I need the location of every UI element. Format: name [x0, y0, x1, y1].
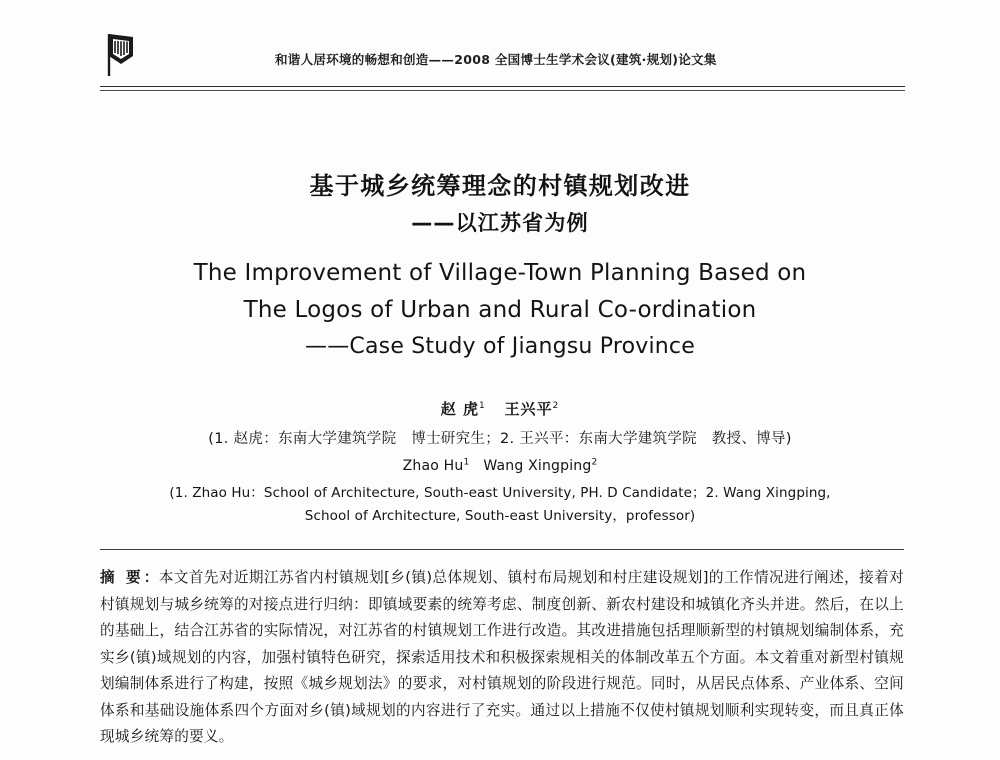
author-en-1: Zhao Hu — [402, 457, 464, 474]
author-en-2-sup: 2 — [591, 457, 598, 468]
title-en-line-2: The Logos of Urban and Rural Co-ordination — [243, 297, 757, 324]
title-en-line-1: The Improvement of Village-Town Planning Based on — [193, 259, 807, 286]
title-block — [80, 168, 920, 365]
abstract-block — [100, 565, 904, 751]
abstract-divider — [100, 549, 904, 550]
flag-logo-icon — [106, 34, 136, 76]
author-cn-1-sup: 1 — [479, 401, 486, 411]
page-title-en — [80, 255, 920, 365]
title-en-line-3: ——Case Study of Jiangsu Province — [305, 334, 695, 360]
author-cn-1: 赵 虎 — [440, 400, 480, 418]
running-header-text: 和谐人居环境的畅想和创造——2008 全国博士生学术会议(建筑·规划)论文集 — [275, 52, 717, 67]
affiliation-cn: (1. 赵虎：东南大学建筑学院 博士研究生；2. 王兴平：东南大学建筑学院 教授、博导) — [208, 430, 792, 447]
header-divider-thick — [100, 86, 905, 87]
authors-en — [70, 456, 930, 477]
affiliation-en-line-2: School of Architecture, South-east University，professor) — [304, 508, 696, 525]
page-subtitle-cn: ——以江苏省为例 — [411, 211, 589, 236]
authors-cn — [70, 398, 930, 421]
header-divider-thin — [100, 90, 905, 91]
author-cn-2-sup: 2 — [552, 401, 560, 411]
abstract-content: 本文首先对近期江苏省内村镇规划[乡(镇)总体规划、镇村布局规划和村庄建设规划]的工作情况进行阐述，接着对村镇规划与城乡统筹的对接点进行归纳：即镇域要素的统筹考虑、制度创新、新农村建设和城镇化齐头并进。然后，在以上的基础上，结合江苏省的实际情况，对江苏省的村镇规划工作进行改造。其改进措施包括理顺新型的村镇规划编制体系，充实乡(镇)域规划的内容，加强村镇特色研究，探索适用技术和积极探索规相关的体制改革五个方面。本文着重对新型村镇规划编制体系进行了构建，按照《城乡规划法》的要求，对村镇规划的阶段进行规范。同时，从居民点体系、产业体系、空间体系和基础设施体系四个方面对乡(镇)域规划的内容进行了充实。通过以上措施不仅使村镇规划顺利实现转变，而且真正体现城乡统筹的要义。 — [100, 569, 904, 746]
abstract-label: 摘 要 — [100, 569, 144, 586]
author-en-1-sup: 1 — [463, 457, 470, 468]
abstract-colon: ： — [143, 569, 159, 586]
authors-block — [70, 398, 930, 528]
affiliation-en — [70, 482, 930, 528]
abstract-text — [100, 565, 904, 751]
page-header — [100, 34, 905, 90]
author-en-2: Wang Xingping — [483, 457, 592, 474]
page-title-cn: 基于城乡统筹理念的村镇规划改进 — [309, 172, 691, 200]
affiliation-en-line-1: (1. Zhao Hu：School of Architecture, South-east University, PH. D Candidate；2. Wang Xingping, — [169, 484, 831, 501]
author-cn-2: 王兴平 — [504, 400, 553, 418]
